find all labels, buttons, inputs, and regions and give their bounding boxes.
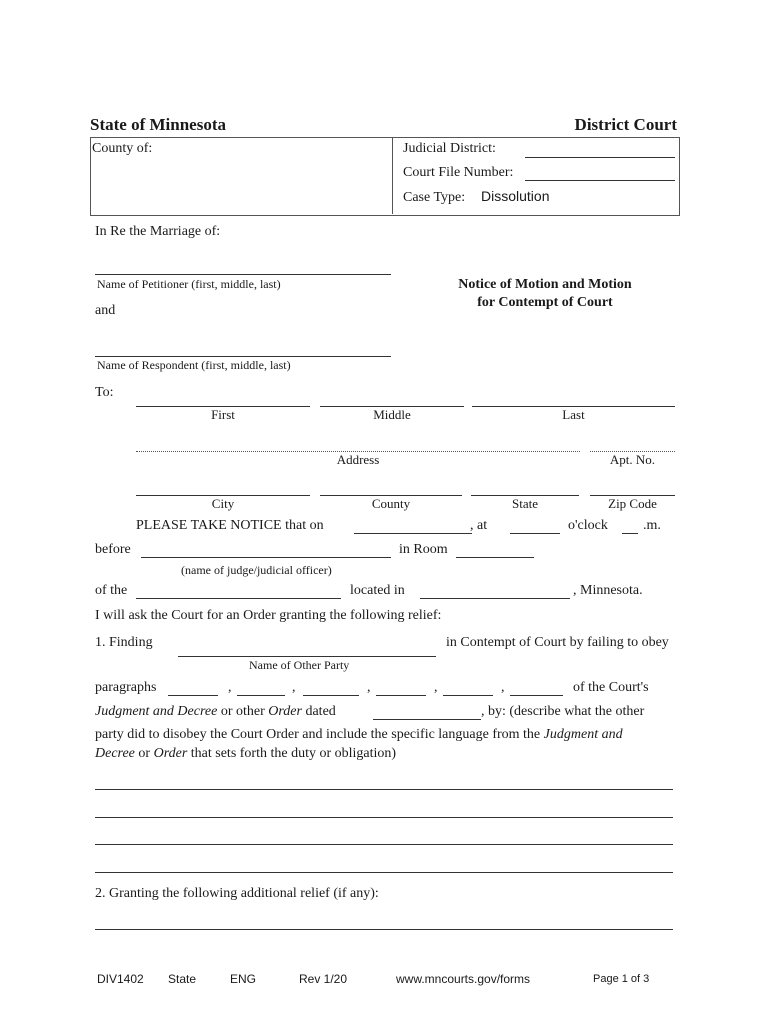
order2-text: Order: [153, 746, 188, 761]
or-text: or: [134, 746, 154, 761]
please-take-notice: PLEASE TAKE NOTICE that on: [136, 518, 324, 533]
before-label: before: [95, 542, 131, 557]
judgment-line: [95, 704, 336, 720]
county-label-to: County: [371, 496, 411, 511]
footer-page: Page 1 of 3: [593, 973, 650, 985]
line3-text: party did to disobey the Court Order and include the specific language from the: [95, 727, 544, 742]
footer-rev: Rev 1/20: [299, 972, 348, 986]
instructions-line-4: [95, 746, 396, 762]
instructions-line-3: [95, 727, 623, 743]
judicial-district-label: Judicial District:: [403, 141, 496, 156]
description-line-4[interactable]: [95, 872, 673, 873]
decree-text: Decree: [95, 746, 135, 761]
judge-label: (name of judge/judicial officer): [181, 563, 332, 577]
room-field[interactable]: [456, 557, 534, 558]
contempt-text: in Contempt of Court by failing to obey: [446, 635, 669, 650]
in-room-label: in Room: [399, 542, 448, 557]
or-other-text: or other: [217, 704, 269, 719]
petitioner-name-field[interactable]: [95, 274, 391, 275]
in-re-label: In Re the Marriage of:: [95, 224, 221, 239]
footer-url: www.mncourts.gov/forms: [396, 972, 531, 986]
paragraph-field-4[interactable]: [376, 695, 426, 696]
of-the-label: of the: [95, 583, 128, 598]
finding-label: 1. Finding: [95, 635, 153, 650]
county-label: County of:: [92, 141, 153, 156]
court-title: District Court: [574, 115, 677, 134]
court-file-number-field[interactable]: [525, 180, 675, 181]
line4-rest-text: that sets forth the duty or obligation): [187, 746, 397, 761]
last-label: Last: [562, 407, 585, 422]
paragraph-field-1[interactable]: [168, 695, 218, 696]
judicial-district-field[interactable]: [525, 157, 675, 158]
court-file-number-label: Court File Number:: [403, 165, 514, 180]
state-label: State: [512, 496, 538, 511]
paragraph-field-6[interactable]: [510, 695, 563, 696]
first-label: First: [211, 407, 235, 422]
of-courts-label: of the Court's: [573, 680, 649, 695]
oclock-label: o'clock: [568, 518, 608, 533]
additional-relief-line[interactable]: [95, 929, 673, 930]
footer-lang: ENG: [230, 972, 257, 986]
header-divider: [392, 137, 393, 214]
description-line-3[interactable]: [95, 844, 673, 845]
comma-2: ,: [292, 680, 296, 695]
doc-title-line1: Notice of Motion and Motion: [458, 277, 632, 292]
header-box: [90, 137, 680, 216]
apt-label: Apt. No.: [609, 452, 656, 467]
footer-state: State: [168, 972, 197, 986]
zip-label: Zip Code: [608, 496, 657, 511]
respondent-label: Name of Respondent (first, middle, last): [97, 358, 291, 372]
location-city-field[interactable]: [420, 598, 570, 599]
hearing-date-field[interactable]: [354, 533, 472, 534]
case-type-value[interactable]: Dissolution: [481, 188, 550, 204]
additional-relief-label: 2. Granting the following additional relief (if any):: [95, 886, 379, 901]
located-in-label: located in: [350, 583, 405, 598]
city-label: City: [211, 496, 235, 511]
address-label: Address: [336, 452, 380, 467]
minnesota-label: , Minnesota.: [573, 583, 643, 598]
order-date-field[interactable]: [373, 719, 481, 720]
description-line-1[interactable]: [95, 789, 673, 790]
other-party-label: Name of Other Party: [249, 658, 350, 672]
case-type-label: Case Type:: [403, 190, 466, 205]
dated-text: dated: [301, 704, 336, 719]
petitioner-label: Name of Petitioner (first, middle, last): [97, 277, 281, 291]
respondent-name-field[interactable]: [95, 356, 391, 357]
paragraph-field-5[interactable]: [443, 695, 493, 696]
ask-court-text: I will ask the Court for an Order granting the following relief:: [95, 608, 442, 623]
at-label: , at: [470, 518, 488, 533]
judgment-and-text: Judgment and: [543, 727, 623, 742]
judgment-decree-text: Judgment and Decree: [95, 704, 218, 719]
and-label: and: [95, 303, 116, 318]
judge-name-field[interactable]: [141, 557, 391, 558]
state-title: State of Minnesota: [90, 115, 226, 134]
paragraph-field-2[interactable]: [237, 695, 285, 696]
court-name-field[interactable]: [136, 598, 341, 599]
to-label: To:: [95, 385, 114, 400]
description-line-2[interactable]: [95, 817, 673, 818]
by-describe-text: , by: (describe what the other: [481, 704, 645, 719]
middle-label: Middle: [373, 407, 411, 422]
hearing-time-field[interactable]: [510, 533, 560, 534]
other-party-field[interactable]: [178, 656, 436, 657]
m-label: .m.: [643, 518, 661, 533]
comma-4: ,: [434, 680, 438, 695]
am-pm-field[interactable]: [622, 533, 638, 534]
order-text: Order: [268, 704, 302, 719]
comma-3: ,: [367, 680, 371, 695]
paragraph-field-3[interactable]: [303, 695, 359, 696]
footer-form-id: DIV1402: [97, 972, 144, 986]
comma-1: ,: [228, 680, 232, 695]
paragraphs-label: paragraphs: [95, 680, 157, 695]
comma-5: ,: [501, 680, 505, 695]
doc-title-line2: for Contempt of Court: [477, 295, 613, 310]
